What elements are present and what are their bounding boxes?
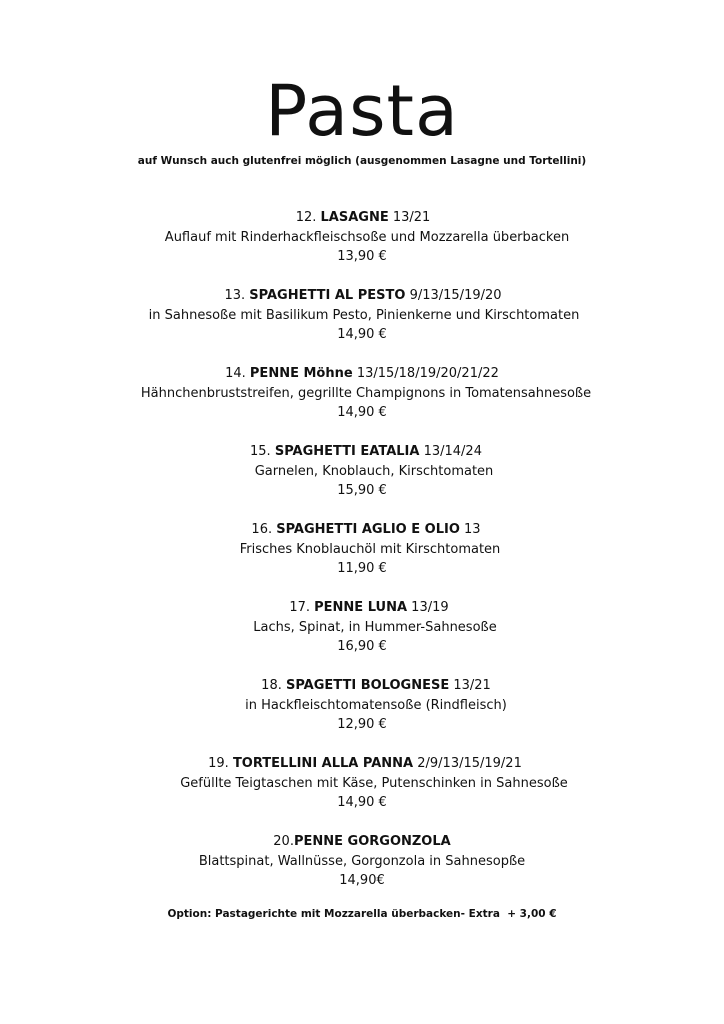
menu-item-tortellini-alla-panna	[0, 754, 724, 813]
item-heading: 17. PENNE LUNA 13/19	[289, 600, 449, 615]
item-name: PENNE GORGONZOLA	[293, 834, 451, 849]
item-price: 15,90 €	[337, 483, 387, 498]
menu-item-spaghetti-al-pesto	[0, 286, 724, 345]
menu-item-penne-luna	[0, 598, 724, 657]
item-heading: 13. SPAGHETTI AL PESTO 9/13/15/19/20	[224, 288, 502, 303]
menu-item-spagetti-bolognese	[0, 676, 724, 735]
item-description: Garnelen, Knoblauch, Kirschtomaten	[254, 463, 494, 479]
extra-option-note: Option: Pastagerichte mit Mozzarella überbacken- Extra + 3,00 €	[167, 908, 557, 920]
item-name: SPAGHETTI AL PESTO	[249, 288, 406, 303]
item-price: 11,90 €	[337, 561, 387, 576]
item-heading: 12. LASAGNE 13/21	[295, 210, 431, 225]
menu-item-lasagne	[0, 208, 724, 267]
menu-item-penne-moehne	[0, 364, 724, 423]
item-name: TORTELLINI ALLA PANNA	[232, 756, 414, 771]
item-description: in Hackfleischtomatensoße (Rindfleisch)	[245, 697, 507, 713]
item-price: 13,90 €	[337, 249, 387, 264]
item-description: Gefüllte Teigtaschen mit Käse, Putenschinken in Sahnesoße	[180, 775, 568, 791]
item-heading: 18. SPAGETTI BOLOGNESE 13/21	[261, 678, 491, 693]
menu-item-penne-gorgonzola	[0, 832, 724, 891]
menu-item-spaghetti-aglio-e-olio	[0, 520, 724, 579]
item-price: 14,90 €	[337, 795, 387, 810]
item-price: 16,90 €	[337, 639, 387, 654]
item-price: 14,90 €	[337, 405, 387, 420]
item-description: Blattspinat, Wallnüsse, Gorgonzola in Sahnesopße	[198, 853, 526, 869]
item-name: PENNE Möhne	[249, 366, 353, 381]
item-heading: 16. SPAGHETTI AGLIO E OLIO 13	[251, 522, 481, 537]
item-name: SPAGHETTI AGLIO E OLIO	[276, 522, 460, 537]
item-name: SPAGHETTI EATALIA	[274, 444, 420, 459]
item-heading: 19. TORTELLINI ALLA PANNA 2/9/13/15/19/21	[208, 756, 522, 771]
item-price: 14,90 €	[337, 327, 387, 342]
item-description: Lachs, Spinat, in Hummer-Sahnesoße	[253, 619, 497, 635]
gluten-free-note: auf Wunsch auch glutenfrei möglich (ausgenommen Lasagne und Tortellini)	[137, 155, 587, 167]
item-price: 14,90€	[339, 873, 385, 888]
item-description: in Sahnesoße mit Basilikum Pesto, Pinienkerne und Kirschtomaten	[148, 307, 580, 323]
item-heading: 15. SPAGHETTI EATALIA 13/14/24	[250, 444, 482, 459]
item-name: SPAGETTI BOLOGNESE	[285, 678, 450, 693]
page-title: Pasta	[265, 70, 459, 152]
item-description: Auflauf mit Rinderhackfleischsoße und Mozzarella überbacken	[164, 229, 570, 245]
item-heading: 20.PENNE GORGONZOLA	[273, 834, 451, 849]
item-heading: 14. PENNE Möhne 13/15/18/19/20/21/22	[225, 366, 499, 381]
item-name: LASAGNE	[320, 210, 389, 225]
item-description: Frisches Knoblauchöl mit Kirschtomaten	[239, 541, 501, 557]
item-name: PENNE LUNA	[314, 600, 408, 615]
menu-item-spaghetti-eatalia	[0, 442, 724, 501]
item-price: 12,90 €	[337, 717, 387, 732]
item-description: Hähnchenbruststreifen, gegrillte Champignons in Tomatensahnesoße	[140, 385, 592, 401]
